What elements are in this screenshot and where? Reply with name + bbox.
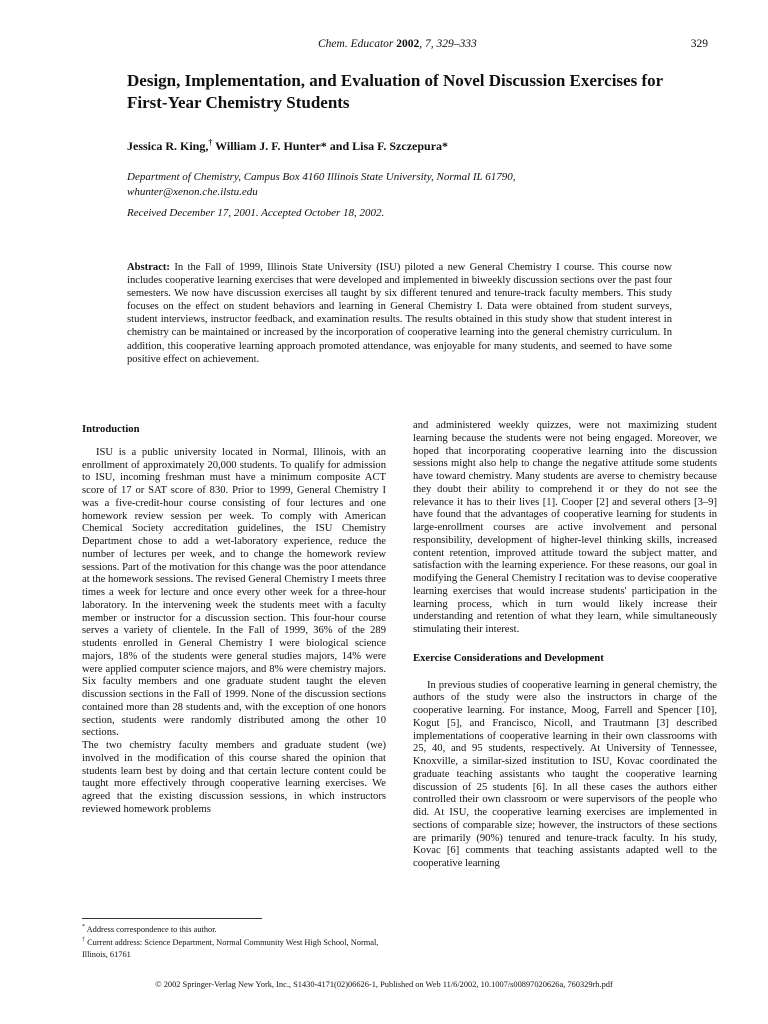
- section-heading-exercise: Exercise Considerations and Development: [413, 652, 604, 664]
- author-1-mark: †: [208, 138, 213, 147]
- journal-pages: 329–333: [436, 38, 477, 50]
- footnote-1: [82, 922, 386, 935]
- footnote-2: [82, 935, 386, 960]
- abstract: [127, 261, 672, 366]
- abstract-label: Abstract:: [127, 262, 170, 273]
- exercise-paragraph-1: In previous studies of cooperative learning in general chemistry, the authors of the study were also the instructors in charge of the cooperative learning. For instance, Moog, Farrell and Spencer [10], Kogut [5], and Francisco, Nicoll, and Trautmann [3] described implementations of cooperative learning in their own classrooms with 25, 40, and 95 students, respectively. At University of Tennessee, Knoxville, a similar-sized institution to ISU, Kovac coordinated the graduate teaching assistants who taught the cooperative learning discussion of 25 students [6]. In all these cases the authors either controlled their own classroom or were supervisors of the people who did. At ISU, the cooperative learning exercises are implemented in sections of comparable size; however, the instructors of these sections are primarily (90%) tenured and tenure-track faculty. In his study, Kovac [6] comments that teaching assistants adapted well to the cooperative learning: [413, 679, 717, 869]
- section-heading-introduction: Introduction: [82, 424, 140, 435]
- article-title: Design, Implementation, and Evaluation of Novel Discussion Exercises for First-Year Chemistry Students: [127, 71, 663, 112]
- left-column: [82, 420, 386, 817]
- author-list: [127, 138, 448, 154]
- intro-paragraph-3: and administered weekly quizzes, were not maximizing student learning because the students were not being engaged. Moreover, we hoped that incorporating cooperative learning into the discussion sessions might also help to change the negative attitude some students have toward chemistry. Many students are averse to chemistry because they doubt their ability to comprehend it or they do not see the relevance it has to their lives [1]. Cooper [2] and several others [3–9] have found that the advantages of cooperative learning for students in large-enrollment courses are active involvement and personal responsibility, development of higher-level thinking skills, increased content retention, improved attitude toward the subject matter, and satisfaction with the learning experience. For these reasons, our goal in modifying the General Chemistry I recitation was to devise cooperative learning exercises that would increase students' participation in the learning process, which in turn would likely increase their understanding and retention of what they learn, while simultaneously stimulating their interest.: [413, 420, 717, 635]
- received-dates: Received December 17, 2001. Accepted October 18, 2002.: [127, 207, 385, 219]
- affiliation-email: whunter@xenon.che.ilstu.edu: [127, 186, 258, 198]
- author-1: Jessica R. King,: [127, 139, 209, 153]
- affiliation-department: Department of Chemistry, Campus Box 4160 Illinois State University, Normal IL 61790,: [127, 171, 516, 183]
- affiliation: [127, 170, 557, 200]
- footnote-1-text: Address correspondence to this author.: [85, 924, 217, 934]
- footnote-2-mark: †: [82, 937, 85, 944]
- copyright-footer: © 2002 Springer-Verlag New York, Inc., S1430-4171(02)06626-1, Published on Web 11/6/2002, 10.1007/s00897020626a, 760329rh.pdf: [155, 980, 613, 989]
- journal-year: 2002: [396, 38, 420, 50]
- journal-volume: 7: [425, 38, 431, 50]
- journal-citation: Chem. Educator 2002, 7, 329–333: [318, 38, 477, 50]
- intro-paragraph-2: The two chemistry faculty members and graduate student (we) involved in the modification of this course shared the opinion that students learn best by doing and that certain lecture content could be taught more effectively through cooperative learning exercises. We agreed that the existing discussion sessions, in which instructors reviewed homework problems: [82, 740, 386, 815]
- right-column: [413, 420, 717, 871]
- footnotes: [82, 922, 386, 960]
- footnote-2-text: Current address: Science Department, Normal Community West High School, Normal, Illinois, 61761: [82, 938, 379, 959]
- page-number: 329: [690, 38, 708, 50]
- intro-paragraph-1: ISU is a public university located in Normal, Illinois, with an enrollment of approximately 20,000 students. To qualify for admission to ISU, incoming freshman must have a minimum composite ACT score of 17 or SAT score of 830. Prior to 1999, General Chemistry I was a five-credit-hour course consisting of four lectures and one homework review session per week. To comply with American Chemical Society accreditation guidelines, the ISU Chemistry Department chose to add a wet-laboratory experience, reduce the number of lectures per week, and to change the homework review sessions. Part of the motivation for this change was the poor attendance at the homework sessions. The revised General Chemistry I meets three times a week for lecture and once every other week for a three-hour laboratory. In the intervening week the students meet with a faculty member or instructor for a discussion section. This four-hour course serves a variety of clientele. In the Fall of 1999, 36% of the 289 students enrolled in General Chemistry I were biological science majors, 18% of the students were general studies majors, 14% were were applied computer science majors, and 8% were chemistry majors. Six faculty members and one graduate student taught the eleven discussion sections in the Fall of 1999. None of the discussion sections contained more than 28 students and, with the exception of one honors section, students were randomly distributed among the other 10 sections.: [82, 446, 386, 739]
- footnote-divider: [82, 918, 262, 919]
- abstract-text: In the Fall of 1999, Illinois State University (ISU) piloted a new General Chemistry I course. This course now includes cooperative learning exercises that were developed and implemented in biweekly discussion sections over the past four semesters. We now have discussion exercises all taught by six different tenured and tenure-track faculty members. This study focuses on the effect on student behaviors and learning in General Chemistry I. Data were obtained from student surveys, student interviews, instructor feedback, and examination results. The results obtained in this study show that student interest in chemistry can be maintained or increased by the incorporation of cooperative learning into the general chemistry curriculum. In addition, this cooperative learning approach promoted attendance, was enjoyable for many students, and seemed to have some positive effect on achievement.: [127, 262, 672, 365]
- journal-name: Chem. Educator: [318, 38, 394, 50]
- author-others: William J. F. Hunter* and Lisa F. Szczepura*: [212, 139, 449, 153]
- footnote-1-mark: *: [82, 924, 85, 930]
